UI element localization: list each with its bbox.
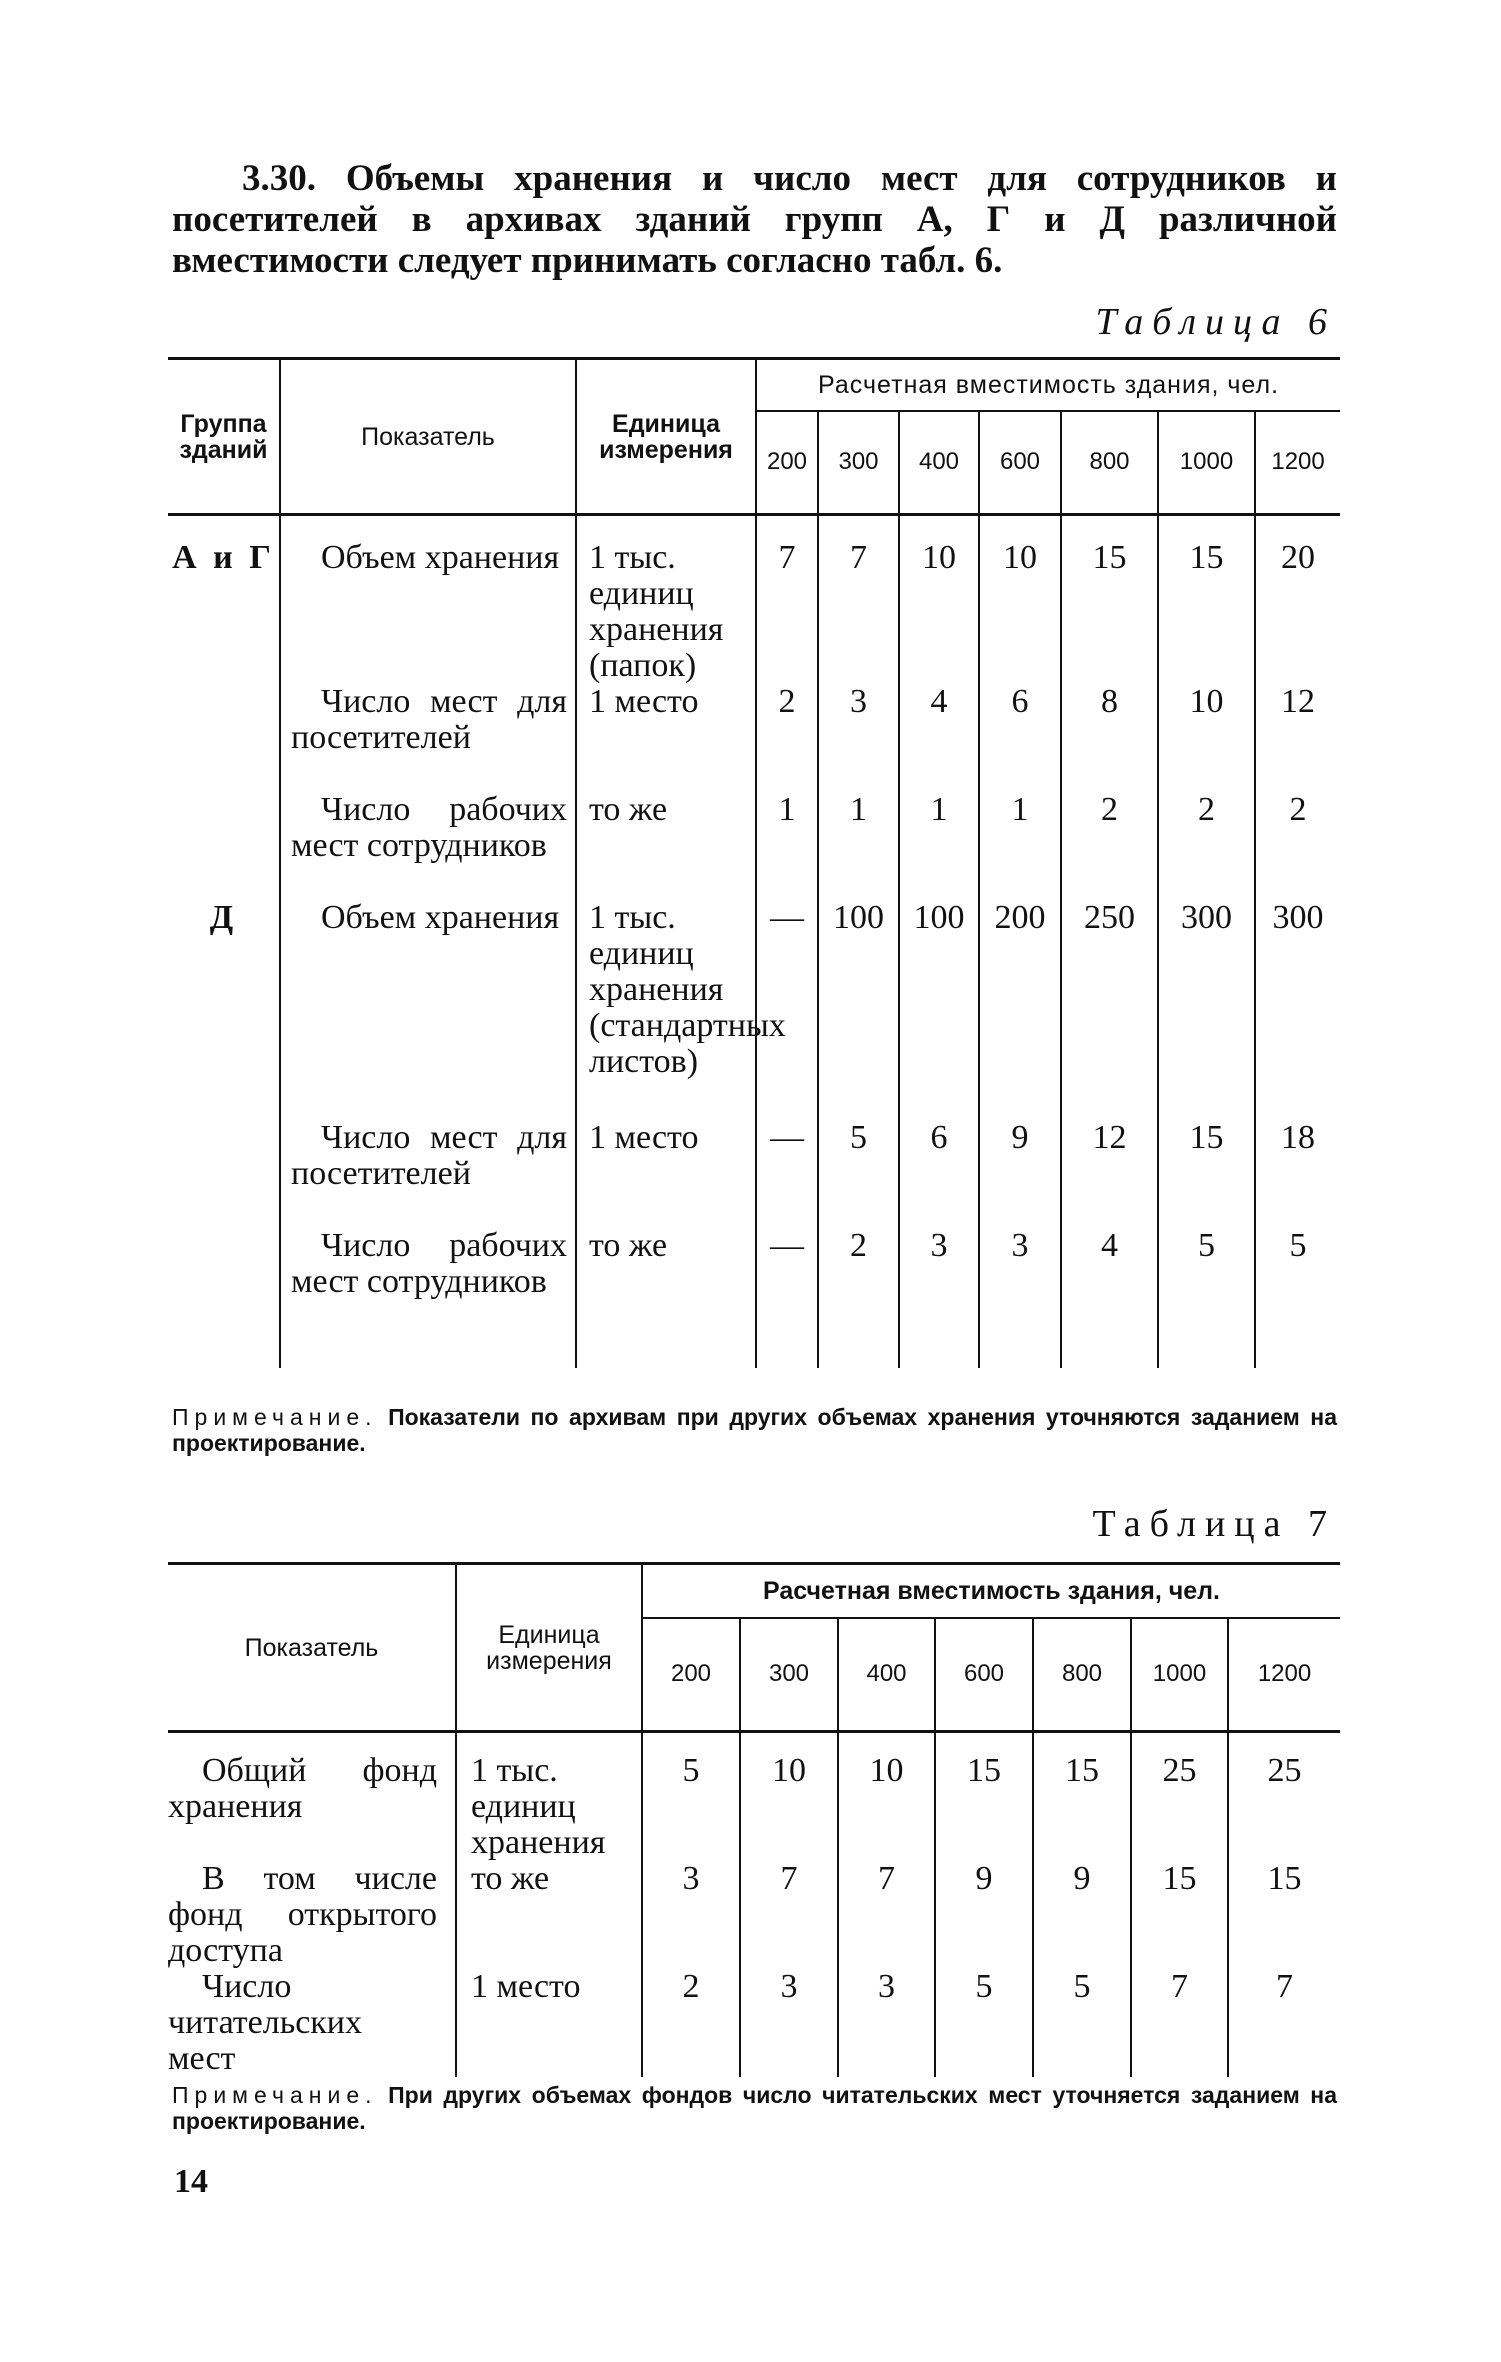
value-cell: 5 [1158, 1228, 1255, 1368]
intro-paragraph [172, 158, 1337, 281]
value-cell: 7 [740, 1861, 838, 1969]
note-lead: Примечание. [172, 2082, 378, 2108]
table-row [168, 515, 1340, 685]
value-cell: 12 [1061, 1120, 1158, 1228]
value-cell: 6 [979, 684, 1061, 792]
value-cell: 3 [899, 1228, 979, 1368]
value-cell: 9 [935, 1861, 1033, 1969]
value-cell: — [756, 1228, 818, 1368]
table-row [168, 1969, 1340, 2077]
value-cell: 3 [838, 1969, 935, 2077]
value-cell: 20 [1255, 515, 1340, 685]
value-cell: 100 [899, 900, 979, 1120]
page-number: 14 [174, 2163, 208, 2200]
value-cell: 8 [1061, 684, 1158, 792]
value-cell: 6 [899, 1120, 979, 1228]
column-header: 800 [1033, 1618, 1131, 1732]
table-row [168, 792, 1340, 900]
value-cell: 1 [899, 792, 979, 900]
table6-note [172, 1404, 1337, 1456]
note-text: При других объемах фондов число читательских мест уточняется заданием на проектирование. [172, 2082, 1337, 2134]
value-cell: 7 [818, 515, 899, 685]
value-cell: 200 [979, 900, 1061, 1120]
value-cell: 1 [756, 792, 818, 900]
value-cell: 5 [642, 1732, 740, 1862]
value-cell: — [756, 1120, 818, 1228]
group-cell [168, 1228, 280, 1368]
indicator-cell: Объем хранения [280, 900, 576, 1120]
indicator-cell: Число читательских мест [168, 1968, 363, 2077]
table-row [168, 1861, 1340, 1969]
column-header: 300 [818, 411, 899, 515]
unit-cell: 1 место [456, 1969, 642, 2077]
unit-cell: то же [576, 1228, 756, 1368]
group-cell: А и Г [172, 539, 275, 576]
value-cell: 3 [818, 684, 899, 792]
value-cell: 10 [899, 515, 979, 685]
value-cell: 7 [1228, 1969, 1340, 2077]
column-header: 600 [979, 411, 1061, 515]
table-row [168, 1120, 1340, 1228]
value-cell: 15 [935, 1732, 1033, 1862]
table6-caption: Таблица 6 [1095, 301, 1336, 343]
header-group: Группа зданий [168, 359, 280, 515]
value-cell: 2 [818, 1228, 899, 1368]
table7 [168, 1562, 1340, 2077]
indicator-cell: Объем хранения [280, 515, 576, 685]
indicator-cell: Число рабочих мест сотрудников [280, 1228, 576, 1368]
value-cell: 300 [1255, 900, 1340, 1120]
table7-caption: Таблица 7 [1092, 1503, 1336, 1545]
value-cell: 15 [1158, 515, 1255, 685]
value-cell: 3 [740, 1969, 838, 2077]
value-cell: 12 [1255, 684, 1340, 792]
group-cell [168, 792, 280, 900]
group-cell [168, 1120, 280, 1228]
group-cell: Д [209, 899, 238, 936]
value-cell: 9 [1033, 1861, 1131, 1969]
unit-cell: 1 тыс. единиц хранения [456, 1732, 642, 1862]
column-header: 1200 [1255, 411, 1340, 515]
indicator-cell: Число рабочих мест сотрудников [280, 792, 576, 900]
value-cell: 9 [979, 1120, 1061, 1228]
value-cell: 2 [642, 1969, 740, 2077]
value-cell: 2 [756, 684, 818, 792]
unit-cell: то же [576, 792, 756, 900]
column-header: 200 [642, 1618, 740, 1732]
value-cell: 15 [1228, 1861, 1340, 1969]
value-cell: 5 [1033, 1969, 1131, 2077]
column-header: 300 [740, 1618, 838, 1732]
value-cell: 5 [1255, 1228, 1340, 1368]
table7-note [172, 2082, 1337, 2134]
unit-cell: то же [456, 1861, 642, 1969]
value-cell: 1 [979, 792, 1061, 900]
table-row [168, 1732, 1340, 1862]
value-cell: 15 [1061, 515, 1158, 685]
value-cell: 15 [1158, 1120, 1255, 1228]
group-cell [168, 684, 280, 792]
indicator-cell: Число мест для посетителей [280, 684, 576, 792]
column-header: 800 [1061, 411, 1158, 515]
value-cell: 10 [838, 1732, 935, 1862]
value-cell: 2 [1061, 792, 1158, 900]
table6 [168, 357, 1340, 1368]
value-cell: 7 [838, 1861, 935, 1969]
value-cell: 3 [642, 1861, 740, 1969]
table-row [168, 684, 1340, 792]
clause-number: 3.30. [242, 158, 316, 199]
value-cell: 300 [1158, 900, 1255, 1120]
value-cell: — [756, 900, 818, 1120]
column-header: 400 [899, 411, 979, 515]
column-header: 400 [838, 1618, 935, 1732]
note-lead: Примечание. [172, 1404, 378, 1430]
value-cell: 3 [979, 1228, 1061, 1368]
header-unit: Единица измерения [456, 1564, 642, 1732]
value-cell: 15 [1131, 1861, 1228, 1969]
value-cell: 5 [935, 1969, 1033, 2077]
value-cell: 1 [818, 792, 899, 900]
value-cell: 25 [1131, 1732, 1228, 1862]
value-cell: 7 [756, 515, 818, 685]
value-cell: 10 [1158, 684, 1255, 792]
note-text: Показатели по архивам при других объемах хранения уточняются заданием на проектирование. [172, 1404, 1337, 1456]
value-cell: 7 [1131, 1969, 1228, 2077]
value-cell: 4 [899, 684, 979, 792]
indicator-cell: Число мест для посетителей [280, 1120, 576, 1228]
value-cell: 10 [740, 1732, 838, 1862]
value-cell: 15 [1033, 1732, 1131, 1862]
column-header: 1000 [1131, 1618, 1228, 1732]
unit-cell: 1 тыс. единиц хранения (папок) [576, 515, 756, 685]
header-capacity: Расчетная вместимость здания, чел. [756, 359, 1340, 411]
column-header: 200 [756, 411, 818, 515]
table-row [168, 900, 1340, 1120]
column-header: 1200 [1228, 1618, 1340, 1732]
clause-text: Объемы хранения и число мест для сотрудников и посетителей в архивах зданий групп А, Г и Д различной вместимости следует принимать согласно табл. 6. [172, 158, 1337, 281]
header-indicator: Показатель [168, 1564, 456, 1732]
value-cell: 18 [1255, 1120, 1340, 1228]
column-header: 600 [935, 1618, 1033, 1732]
value-cell: 100 [818, 900, 899, 1120]
column-header: 1000 [1158, 411, 1255, 515]
header-indicator: Показатель [280, 359, 576, 515]
value-cell: 250 [1061, 900, 1158, 1120]
value-cell: 10 [979, 515, 1061, 685]
unit-cell: 1 место [576, 684, 756, 792]
header-unit: Единица измерения [576, 359, 756, 515]
value-cell: 4 [1061, 1228, 1158, 1368]
value-cell: 5 [818, 1120, 899, 1228]
value-cell: 25 [1228, 1732, 1340, 1862]
indicator-cell: Общий фонд хранения [168, 1752, 437, 1825]
value-cell: 2 [1255, 792, 1340, 900]
table-row [168, 1228, 1340, 1368]
unit-cell: 1 место [576, 1120, 756, 1228]
unit-cell: 1 тыс. единиц хранения (стандартных листов) [576, 900, 756, 1120]
indicator-cell: В том числе фонд открытого доступа [168, 1860, 437, 1969]
header-capacity: Расчетная вместимость здания, чел. [642, 1564, 1340, 1618]
value-cell: 2 [1158, 792, 1255, 900]
